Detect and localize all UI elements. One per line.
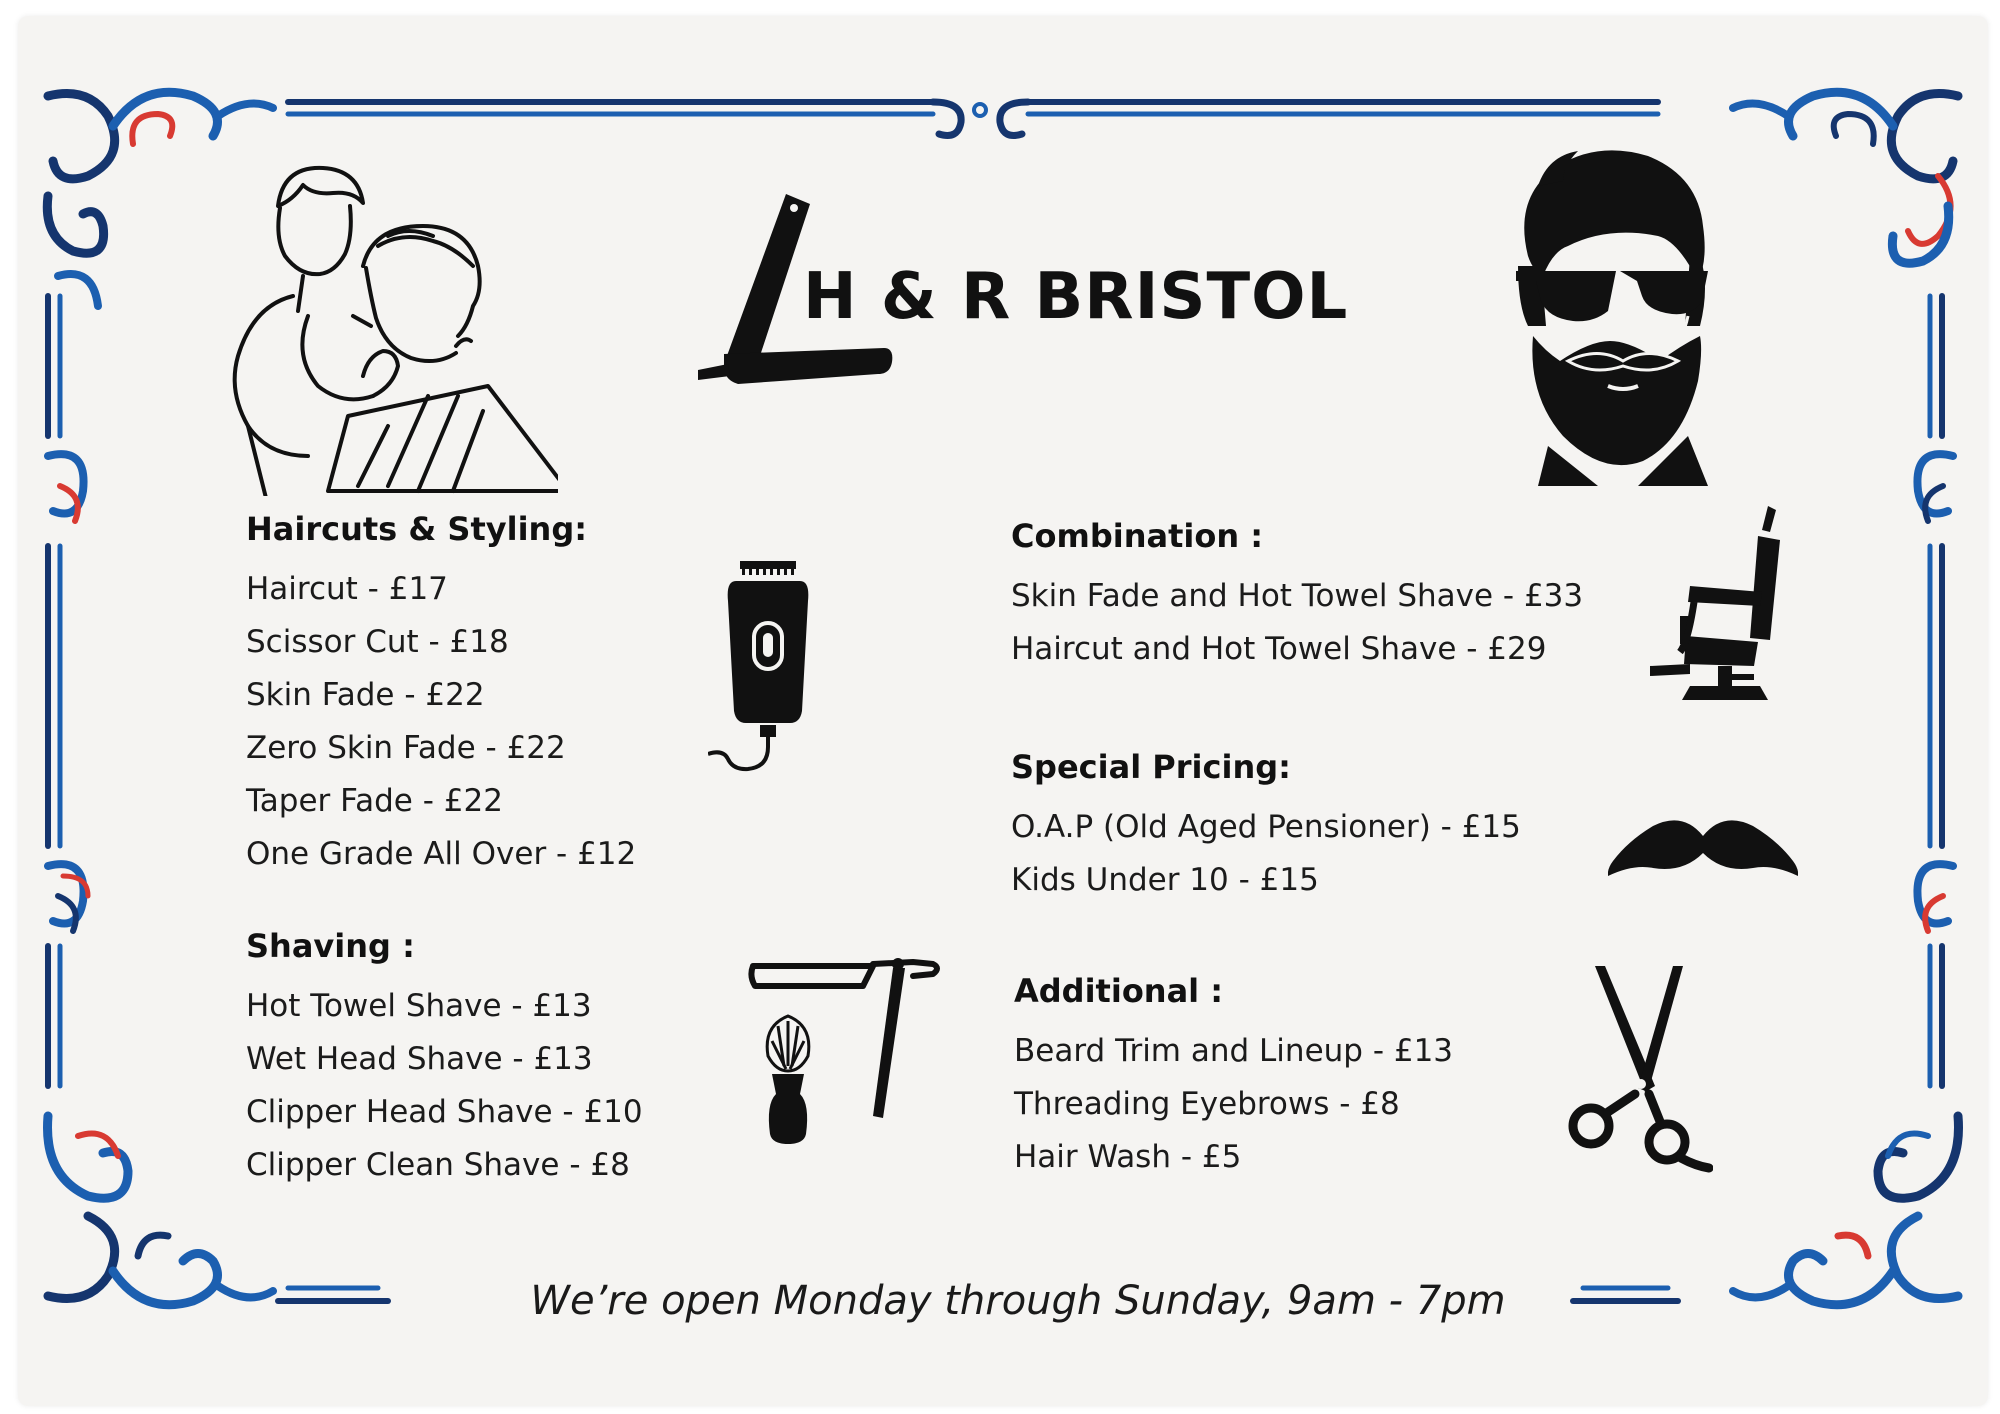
brand-name: H & R BRISTOL — [803, 260, 1349, 334]
special-pricing-list — [1011, 801, 1521, 907]
hair-clipper-icon — [708, 561, 828, 776]
additional-section — [1014, 973, 1453, 1184]
price-card — [18, 16, 1988, 1406]
mustache-icon — [1608, 816, 1798, 886]
price-item: Skin Fade and Hot Towel Shave - £33 — [1011, 578, 1584, 614]
price-item: Taper Fade - £22 — [246, 783, 503, 819]
price-item: Hot Towel Shave - £13 — [246, 988, 592, 1024]
additional-title: Additional : — [1014, 972, 1224, 1010]
additional-list — [1014, 1025, 1453, 1184]
combination-section — [1011, 518, 1583, 676]
shaving-section — [246, 928, 643, 1192]
shaving-list — [246, 980, 643, 1192]
price-item: Clipper Clean Shave - £8 — [246, 1147, 630, 1183]
price-item: O.A.P (Old Aged Pensioner) - £15 — [1011, 809, 1521, 845]
haircuts-title: Haircuts & Styling: — [246, 510, 588, 548]
price-item: Scissor Cut - £18 — [246, 624, 509, 660]
price-item: Zero Skin Fade - £22 — [246, 730, 566, 766]
opening-hours: We’re open Monday through Sunday, 9am - 7pm — [530, 1278, 1506, 1324]
price-item: Kids Under 10 - £15 — [1011, 862, 1319, 898]
special-pricing-section — [1011, 749, 1521, 907]
barber-cutting-hair-illustration — [218, 156, 558, 496]
price-item: Hair Wash - £5 — [1014, 1139, 1242, 1175]
price-item: Beard Trim and Lineup - £13 — [1014, 1033, 1454, 1069]
price-item: Clipper Head Shave - £10 — [246, 1094, 643, 1130]
price-item: Haircut and Hot Towel Shave - £29 — [1011, 631, 1547, 667]
price-item: One Grade All Over - £12 — [246, 836, 637, 872]
haircuts-section — [246, 511, 636, 881]
bearded-man-sunglasses-icon — [1508, 146, 1728, 486]
special-pricing-title: Special Pricing: — [1011, 748, 1291, 786]
price-item: Threading Eyebrows - £8 — [1014, 1086, 1400, 1122]
combination-list — [1011, 570, 1583, 676]
price-item: Skin Fade - £22 — [246, 677, 485, 713]
price-item: Wet Head Shave - £13 — [246, 1041, 593, 1077]
razor-and-brush-icon — [748, 956, 948, 1151]
scissors-icon — [1563, 966, 1713, 1176]
combination-title: Combination : — [1011, 517, 1264, 555]
shaving-title: Shaving : — [246, 927, 415, 965]
brand-logo — [698, 194, 1349, 394]
haircuts-list — [246, 563, 636, 881]
price-item: Haircut - £17 — [246, 571, 448, 607]
barber-chair-icon — [1650, 506, 1800, 701]
